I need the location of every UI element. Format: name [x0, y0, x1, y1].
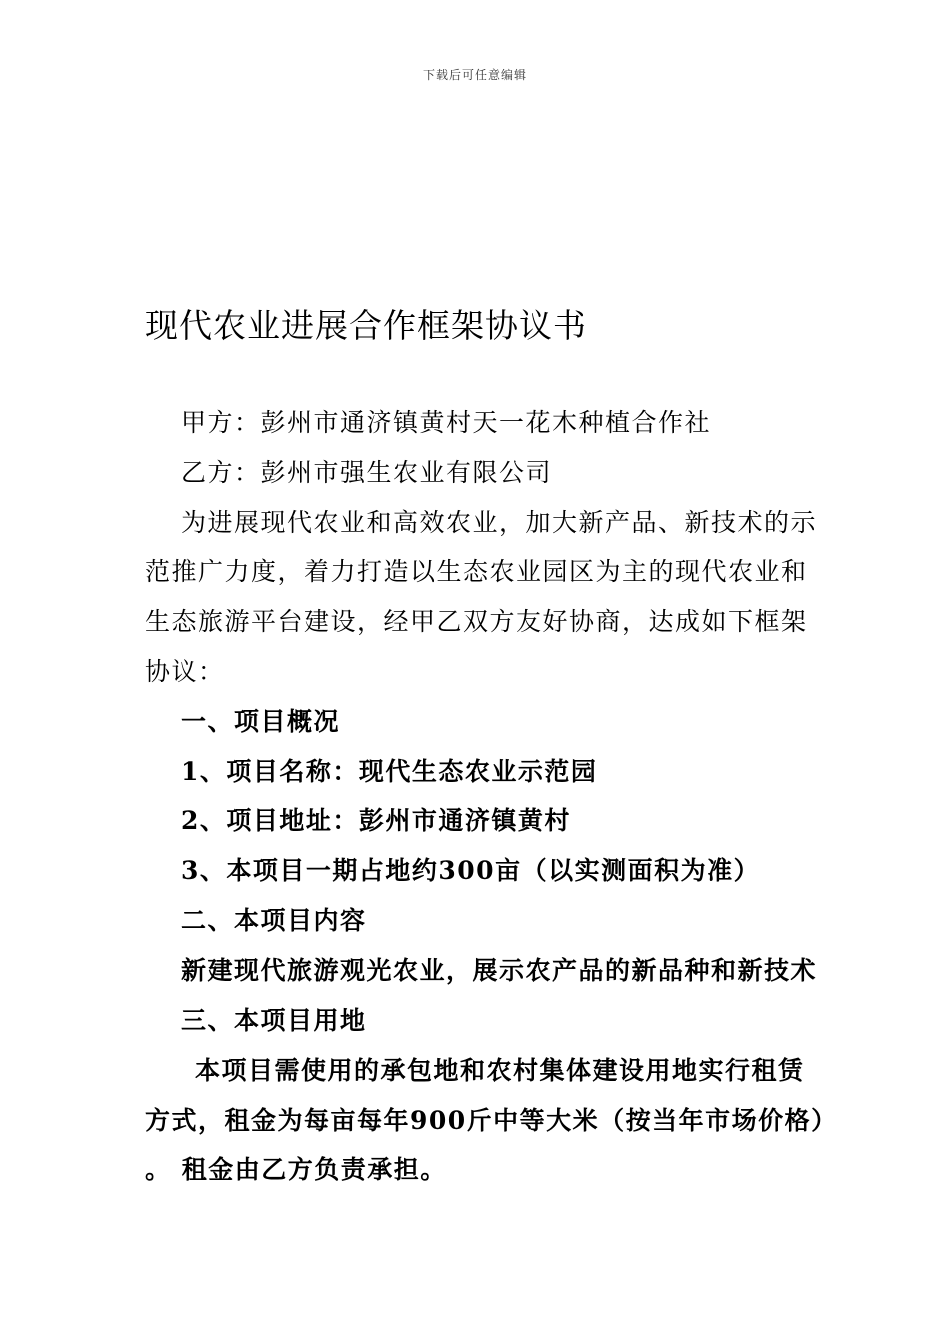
section3-body-line-3: 。 租金由乙方负责承担。: [145, 1155, 447, 1184]
header-note: 下载后可任意编辑: [422, 68, 527, 82]
section2-heading: 二、本项目内容: [181, 906, 367, 935]
section1-item-3: 3、本项目一期占地约300亩（以实测面积为准）: [181, 856, 761, 885]
section3-heading: 三、本项目用地: [181, 1006, 367, 1035]
section1-item-1: 1、项目名称：现代生态农业示范园: [181, 757, 598, 786]
preamble-line-4: 协议：: [145, 657, 225, 686]
section2-body: 新建现代旅游观光农业，展示农产品的新品种和新技术: [181, 956, 818, 985]
section1-item-2: 2、项目地址：彭州市通济镇黄村: [181, 806, 571, 835]
preamble-line-1: 为进展现代农业和高效农业，加大新产品、新技术的示: [181, 508, 818, 537]
section3-body-line-2: 方式，租金为每亩每年900斤中等大米（按当年市场价格）: [145, 1106, 838, 1135]
preamble-line-2: 范推广力度，着力打造以生态农业园区为主的现代农业和: [145, 557, 808, 586]
party-b-line: 乙方：彭州市强生农业有限公司: [181, 458, 553, 487]
section1-heading: 一、项目概况: [181, 707, 341, 736]
preamble-line-3: 生态旅游平台建设，经甲乙双方友好协商，达成如下框架: [145, 607, 808, 636]
document-title: 现代农业进展合作框架协议书: [145, 306, 587, 345]
section3-body-line-1: 本项目需使用的承包地和农村集体建设用地实行租赁: [195, 1056, 805, 1085]
party-a-line: 甲方：彭州市通济镇黄村天一花木种植合作社: [181, 408, 712, 437]
